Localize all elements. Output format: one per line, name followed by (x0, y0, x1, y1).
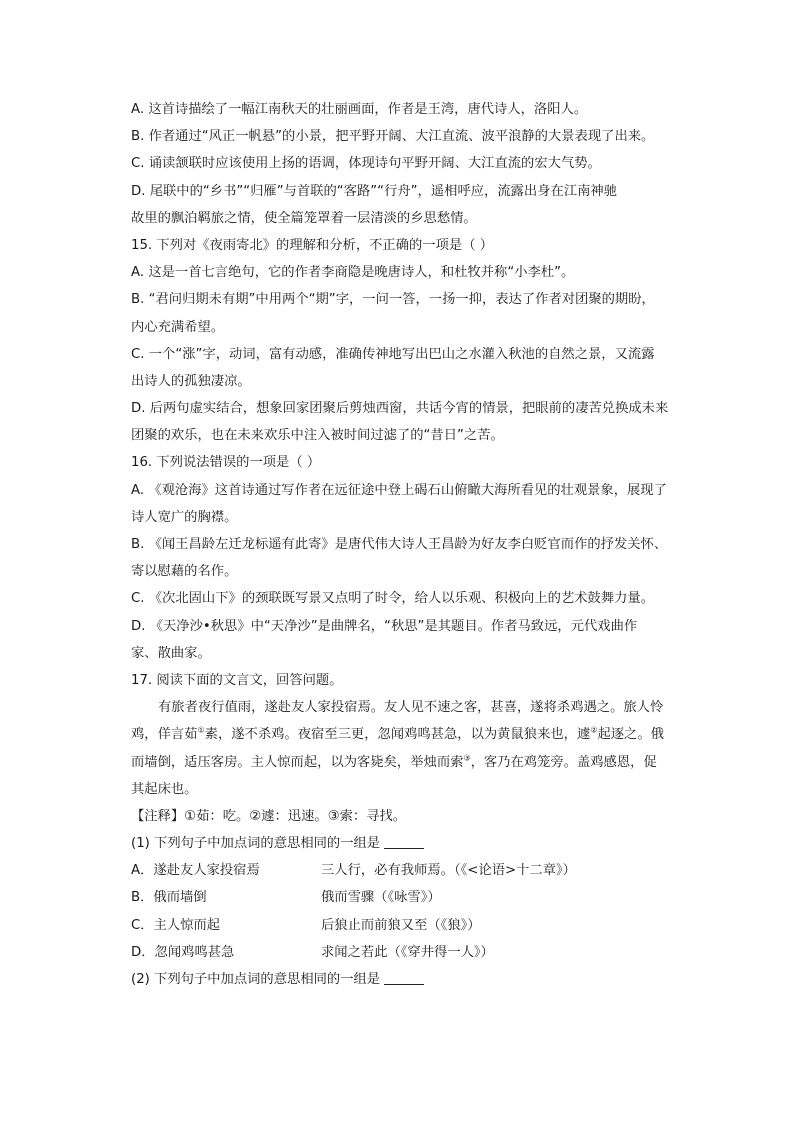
passage-text: 而墙倒，适压客房。主人惊而起，以为客毙矣，举烛而索 (131, 754, 464, 770)
answer-blank[interactable] (384, 970, 424, 985)
q15-option-c: C. 一个“涨”字，动词，富有动感，准确传神地写出巴山之水灌入秋池的自然之景，又流露 (131, 346, 655, 362)
option-right: 俄而雪骤（《咏雪》） (321, 890, 441, 906)
q16-option-c: C. 《次北固山下》的颈联既写景又点明了时令，给人以乐观、积极向上的艺术鼓舞力量。 (131, 591, 655, 607)
q16-option-a: A. 《观沧海》这首诗通过写作者在远征途中登上碣石山俯瞰大海所看见的壮观景象，展现了 (131, 482, 667, 498)
q17-notes: 【注释】①茹：吃。②遽：迅速。③索：寻找。 (131, 808, 407, 824)
q17-sub1-option-a (131, 857, 697, 884)
q17-passage-line-3 (131, 749, 697, 776)
option-right: 后狼止而前狼又至（《狼》） (321, 917, 481, 933)
q16-option-b: B. 《闻王昌龄左迁龙标遥有此寄》是唐代伟大诗人王昌龄为好友李白贬官而作的抒发关怀、 (131, 537, 668, 552)
option-right: 三人行，必有我师焉。（《<论语>十二章》） (321, 863, 576, 879)
option-left: B．俄而墙倒 (131, 890, 207, 906)
q17-passage-line-1: 有旅者夜行值雨，遂赴友人家投宿焉。友人见不速之客，甚喜，遂将杀鸡遇之。旅人怜 (158, 700, 664, 716)
q16-option-d-continued: 家、散曲家。 (131, 645, 211, 661)
q15-option-d-continued: 团聚的欢乐，也在未来欢乐中注入被时间过滤了的“昔日”之苦。 (131, 428, 504, 444)
q15-option-c-continued: 出诗人的孤独凄凉。 (131, 373, 251, 389)
q15-stem: 15. 下列对《夜雨寄北》的理解和分析，不正确的一项是（ ） (131, 237, 494, 253)
q14-option-c: C. 诵读颔联时应该使用上扬的语调，体现诗句平野开阔、大江直流的宏大气势。 (131, 156, 601, 172)
q14-option-d-continued: 故里的飘泊羁旅之情，使全篇笼罩着一层清淡的乡思愁情。 (131, 210, 477, 226)
page-content (131, 96, 697, 993)
passage-text: ，客乃在鸡笼旁。盖鸡感恩，促 (470, 754, 657, 770)
passage-text: 鸡，佯言茹 (131, 727, 198, 743)
q17-sub1-option-d (131, 939, 697, 966)
option-left: D．忽闻鸡鸣甚急 (131, 944, 235, 960)
answer-blank[interactable] (384, 834, 424, 849)
q17-passage-line-4: 其起床也。 (131, 781, 198, 797)
q17-sub1-option-b (131, 884, 697, 911)
option-left: A．遂赴友人家投宿焉 (131, 863, 260, 879)
footnote-marker: ① (197, 725, 205, 735)
footnote-marker: ② (590, 725, 598, 735)
q15-option-d: D. 后两句虚实结合，想象回家团聚后剪烛西窗，共话今宵的情景，把眼前的凄苦兑换成未来 (131, 401, 669, 417)
sub2-stem-text: (2) 下列句子中加点词的意思相同的一组是 (131, 972, 381, 987)
q16-option-a-continued: 诗人宽广的胸襟。 (131, 509, 238, 525)
option-right: 求闻之若此（《穿井得一人》） (321, 944, 494, 960)
q15-option-b: B. “君问归期未有期”中用两个“期”字，一问一答，一扬一抑，表达了作者对团聚的期盼， (131, 292, 655, 308)
q17-stem: 17. 阅读下面的文言文，回答问题。 (131, 672, 343, 688)
passage-text: 起逐之。俄 (597, 727, 664, 743)
q14-option-a: A. 这首诗描绘了一幅江南秋天的壮丽画面，作者是王湾，唐代诗人，洛阳人。 (131, 102, 588, 117)
q17-sub2-stem (131, 966, 697, 993)
q17-sub1-option-c (131, 912, 697, 939)
q15-option-a: A. 这是一首七言绝句，它的作者李商隐是晚唐诗人，和杜牧并称“小李杜”。 (131, 265, 575, 281)
q16-option-b-continued: 寄以慰藉的名作。 (131, 564, 238, 580)
q17-passage-line-2 (131, 721, 697, 748)
option-left: C．主人惊而起 (131, 917, 221, 933)
sub1-stem-text: (1) 下列句子中加点词的意思相同的一组是 (131, 836, 381, 852)
footnote-marker: ③ (463, 753, 471, 763)
q14-option-b: B. 作者通过“风正一帆悬”的小景，把平野开阔、大江直流、波平浪静的大景表现了出来。 (131, 129, 655, 145)
q15-option-b-continued: 内心充满希望。 (131, 319, 225, 335)
q17-sub1-stem (131, 830, 697, 857)
q16-option-d: D. 《天净沙•秋思》中“天净沙”是曲牌名，“秋思”是其题目。作者马致远，元代戏曲作 (131, 618, 638, 634)
q14-option-d: D. 尾联中的“乡书”“归雁”与首联的“客路”“行舟”，遥相呼应，流露出身在江南神驰 (131, 183, 618, 199)
q16-stem: 16. 下列说法错误的一项是（ ） (131, 455, 321, 471)
passage-text: 素，遂不杀鸡。夜宿至三更，忽闻鸡鸣甚急，以为黄鼠狼来也，遽 (204, 727, 591, 743)
